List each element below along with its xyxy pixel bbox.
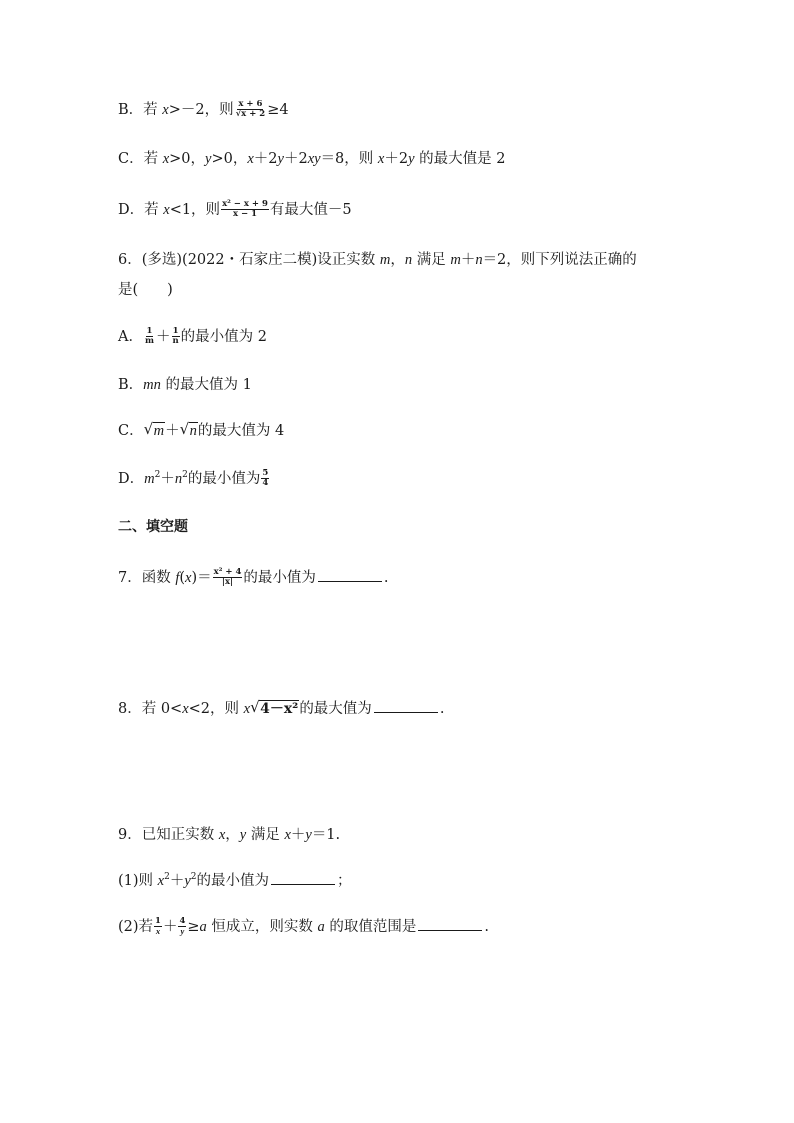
answer-blank[interactable] bbox=[374, 698, 438, 713]
fraction: $\frac{\text{x² − x + 9}}{x - 1}$ bbox=[222, 198, 268, 219]
question-6-line2: 是( ) bbox=[118, 282, 173, 298]
option-6b: B．mn 的最大值为 1 bbox=[118, 377, 252, 393]
option-5c: C．若 x>0，y>0，x＋2y＋2xy＝8，则 x＋2y 的最大值是 2 bbox=[118, 151, 506, 167]
section-heading: 二、填空题 bbox=[118, 519, 188, 535]
option-5d: D．若 x<1，则 $\frac{\text{x² − x + 9}}{x - 1}$ 有最大值－5 bbox=[118, 198, 352, 219]
answer-blank[interactable] bbox=[318, 567, 382, 582]
option-5b: B．若 x>－2，则 $\frac{x + 6}{√x + 2}$ ≥4 bbox=[118, 98, 289, 119]
sqrt: √ m bbox=[143, 420, 165, 439]
fraction: $\frac{1}{m}$ bbox=[144, 325, 154, 346]
question-9-part2: (2)若 $\frac{1}{x}$ ＋ $\frac{4}{y}$ ≥a 恒成立，则实数 a 的取值范围是 . bbox=[118, 915, 489, 936]
option-6a: A． $\frac{1}{m}$ ＋ $\frac{1}{n}$ 的最小值为 2 bbox=[118, 325, 268, 346]
question-9: 9．已知正实数 x，y 满足 x＋y＝1. bbox=[118, 827, 341, 843]
fraction: $\frac{5}{4}$ bbox=[262, 467, 269, 488]
question-6-line1: 6．(多选)(2022・石家庄二模)设正实数 m，n 满足 m＋n＝2，则下列说法正确的 bbox=[118, 252, 637, 268]
fraction: $\frac{x + 6}{√x + 2}$ bbox=[235, 98, 266, 119]
answer-blank[interactable] bbox=[271, 870, 335, 885]
fraction: $\frac{1}{n}$ bbox=[172, 325, 179, 346]
question-9-part1: (1)则 $x^2+y^2$的最小值为 ； bbox=[118, 870, 352, 891]
fraction: $\frac{1}{x}$ bbox=[155, 915, 161, 936]
fraction: $\frac{4}{y}$ bbox=[179, 915, 186, 936]
option-6c: C． √ m＋ √ n的最大值为 4 bbox=[118, 420, 285, 439]
sqrt: √ n bbox=[179, 420, 197, 439]
question-8: 8．若 0<x<2，则 x √ 4－x²的最大值为 . bbox=[118, 698, 445, 717]
answer-blank[interactable] bbox=[418, 916, 482, 931]
option-6d: D．$m^2+n^2$的最小值为 $\frac{5}{4}$ bbox=[118, 467, 269, 488]
sqrt: √ 4－x² bbox=[250, 698, 299, 717]
fraction: $\frac{\text{x² + 4}}{|x|}$ bbox=[213, 566, 242, 587]
question-7: 7．函数 f(x)＝ $\frac{\text{x² + 4}}{|x|}$ 的最小值为 . bbox=[118, 566, 389, 587]
